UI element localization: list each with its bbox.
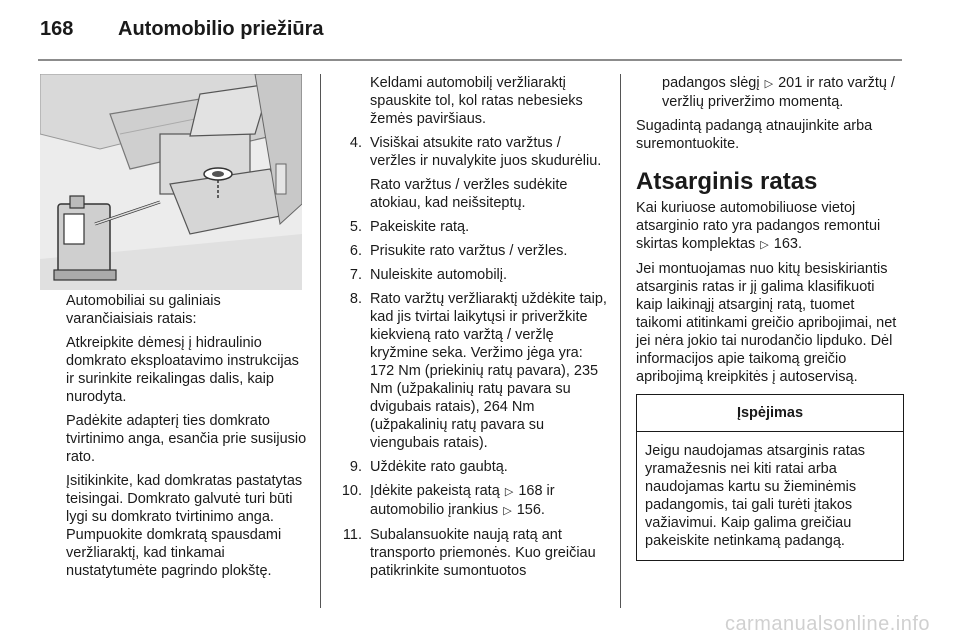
list-item	[326, 218, 610, 236]
header-rule	[38, 59, 902, 61]
warning-box	[636, 394, 904, 561]
page-header	[40, 12, 920, 52]
step-text: Pakeiskite ratą.	[370, 219, 470, 235]
step-text: Visiškai atsukite rato varžtus / veržles ir nuvalykite juos skudurėliu.	[370, 135, 602, 169]
step-text: Subalansuokite naują ratą ant transporto priemonės. Kuo greičiau patikrinkite sumontuotos	[370, 527, 596, 579]
continued-text	[636, 74, 904, 111]
step-number: 6.	[349, 243, 362, 259]
page-reference-icon: ▷	[764, 78, 774, 90]
step-text: Prisukite rato varžtus / veržles.	[370, 243, 568, 259]
column-middle	[326, 74, 610, 586]
section-heading: Atsarginis ratas	[636, 168, 818, 195]
step-number: 4.	[349, 135, 362, 151]
procedure-steps	[326, 134, 610, 580]
step-number: 9.	[349, 459, 362, 475]
text-part: ir rato varžtų / veržlių priveržimo momentą.	[662, 75, 895, 110]
list-item	[326, 482, 610, 520]
step-number: 11.	[342, 527, 362, 543]
page-reference-link[interactable]: 168	[518, 483, 543, 499]
list-item	[326, 458, 610, 476]
page-reference-icon: ▷	[760, 239, 769, 251]
step-text: Rato varžtų veržliaraktį uždėkite taip, kad jis tvirtai laikytųsi ir priveržkite kiekvieną rato varžtą / veržlę kryžmine seka. Veržimo jėga yra: 172 Nm (priekinių ratų pavara), 235 Nm (užpakalinių ratų pavara su dvigubais ratais), 264 Nm (užpakalinių ratų pavara su viengubais ratais).	[370, 291, 607, 451]
step-text-part: ir automobilio įrankius	[370, 483, 555, 518]
step-text: Nuleiskite automobilį.	[370, 267, 508, 283]
page-reference-icon: ▷	[503, 505, 512, 517]
paragraph: Padėkite adapterį ties domkrato tvirtinimo anga, esančia prie susijusio rato.	[66, 413, 307, 465]
page-reference-link[interactable]: 163.	[773, 236, 803, 252]
step-subtext: Rato varžtus / veržles sudėkite atokiau, kad neišsiteptų.	[370, 177, 568, 211]
watermark: carmanualsonline.info	[724, 613, 930, 635]
paragraph: Įsitikinkite, kad domkratas pastatytas teisingai. Domkrato galvutė turi būti lygi su domkrato tvirtinimo anga. Pumpuokite domkratą spausdami veržliaraktį, kad tinkamai nustatytumėte pagrindo plokštę.	[66, 473, 303, 579]
list-item	[326, 266, 610, 284]
page-reference-link[interactable]: 156.	[516, 502, 545, 518]
text-part: Kai kuriuose automobiliuose vietoj atsarginio rato yra padangos remontui skirtas komplektas	[636, 200, 881, 252]
paragraph: Sugadintą padangą atnaujinkite arba suremontuokite.	[636, 118, 873, 152]
page-title: Automobilio priežiūra	[118, 18, 324, 40]
page-reference-link[interactable]: 201	[778, 75, 803, 91]
warning-body: Jeigu naudojamas atsarginis ratas yramažesnis nei kiti ratai arba naudojamas kartu su žieminėmis padangomis, tai gali turėti įtakos važiavimui. Kaip galima greičiau pakeiskite netinkamą padangą.	[645, 443, 866, 549]
text-part: padangos slėgį	[662, 75, 760, 91]
intro-paragraph: Keldami automobilį veržliaraktį spauskite tol, kol ratas nebesieks žemės paviršiaus.	[370, 75, 583, 127]
jack-under-vehicle-image	[40, 74, 302, 290]
column-right	[636, 74, 904, 561]
page-reference-icon: ▷	[504, 486, 514, 498]
warning-title: Įspėjimas	[637, 395, 903, 432]
paragraph: Atkreipkite dėmesį į hidraulinio domkrato eksploatavimo instrukcijas ir surinkite reikalingas dalis, kaip nurodyta.	[66, 335, 299, 405]
column-divider-left	[320, 74, 321, 608]
step-text	[370, 482, 610, 520]
page-number: 168	[40, 18, 74, 40]
step-text: Uždėkite rato gaubtą.	[370, 459, 508, 475]
step-number: 5.	[349, 219, 362, 235]
list-item	[326, 290, 610, 452]
step-text-part: Įdėkite pakeistą ratą	[370, 483, 500, 499]
step-number: 8.	[349, 291, 362, 307]
list-item	[326, 242, 610, 260]
car-jack-illustration	[40, 74, 302, 290]
step-number: 10.	[341, 483, 362, 499]
paragraph: Automobiliai su galiniais varančiaisiais ratais:	[66, 293, 221, 327]
list-item	[326, 526, 610, 580]
list-item	[326, 134, 610, 212]
step-number: 7.	[349, 267, 362, 283]
column-left	[66, 292, 310, 586]
paragraph: Jei montuojamas nuo kitų besiskiriantis atsarginis ratas ir jį galima klasifikuoti kaip laikinąjį atsarginį ratą, tuomet taikomi atitinkami greičio apribojimai, net jei nėra jokio tai nurodančio lipduko. Dėl informacijos apie taikomą greičio apribojimą kreipkitės į autoservisą.	[636, 261, 897, 385]
column-divider-right	[620, 74, 621, 608]
paragraph	[636, 199, 904, 254]
